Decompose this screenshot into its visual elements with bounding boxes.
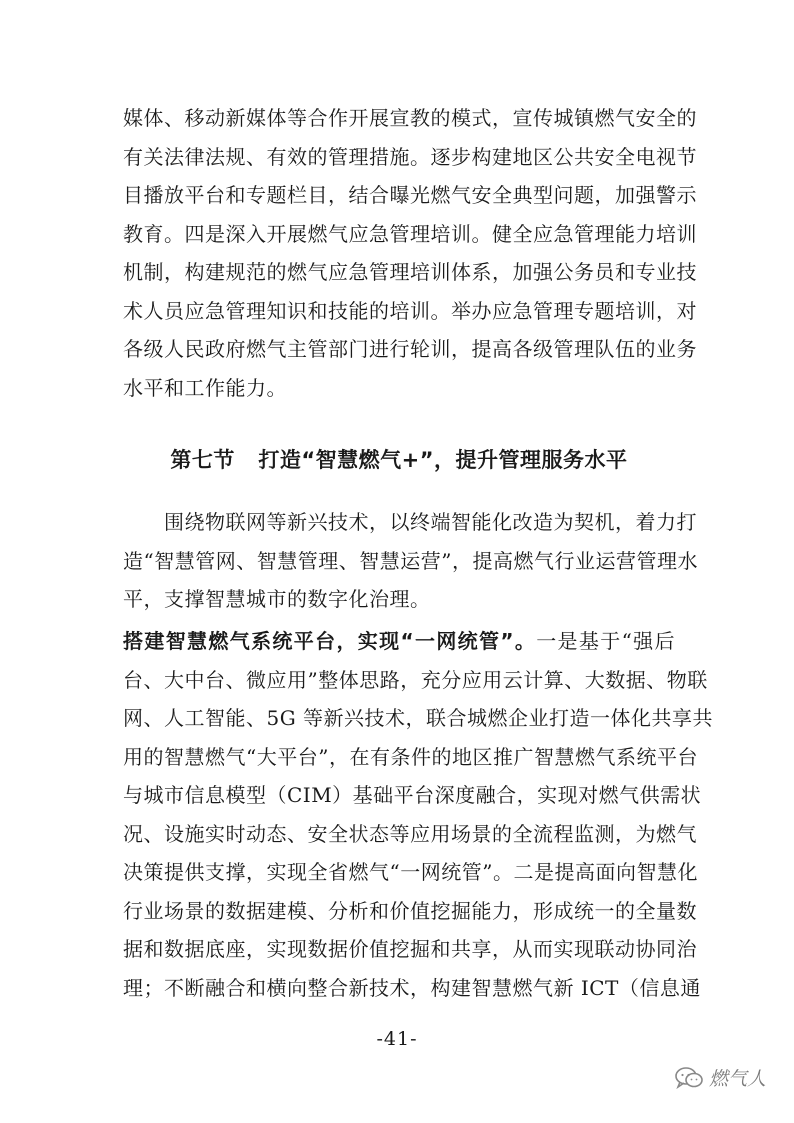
text-line: 各级人民政府燃气主管部门进行轮训，提高各级管理队伍的业务 xyxy=(123,337,697,361)
text-line: 机制，构建规范的燃气应急管理培训体系，加强公务员和专业技 xyxy=(123,260,697,284)
text-line: 理；不断融合和横向整合新技术，构建智慧燃气新 ICT（信息通 xyxy=(123,975,701,1000)
text-line: 网、人工智能、5G 等新兴技术，联合城燃企业打造一体化共享共 xyxy=(123,706,714,730)
watermark xyxy=(675,1064,766,1091)
text-line: 与城市信息模型（CIM）基础平台深度融合，实现对燃气供需状 xyxy=(123,783,702,807)
text-line: 行业场景的数据建模、分析和价值挖掘能力，形成统一的全量数 xyxy=(123,898,697,923)
paragraph-intro xyxy=(123,503,698,619)
text-line: 目播放平台和专题栏目，结合曝光燃气安全典型问题，加强警示 xyxy=(123,183,697,207)
text-line: 平，支撑智慧城市的数字化治理。 xyxy=(123,587,431,611)
paragraph-continuation xyxy=(123,99,697,407)
lead-rest-text: 一是基于“强后 xyxy=(536,629,675,653)
wechat-icon xyxy=(675,1067,703,1089)
text-line-first xyxy=(123,622,675,661)
paragraph-platform xyxy=(123,622,714,1007)
text-line: 媒体、移动新媒体等合作开展宣教的模式，宣传城镇燃气安全的 xyxy=(123,106,697,130)
text-line: 水平和工作能力。 xyxy=(123,375,287,400)
text-line: 据和数据底座，实现数据价值挖掘和共享，从而实现联动协同治 xyxy=(123,937,697,961)
section-heading: 第七节 打造“智慧燃气+”，提升管理服务水平 xyxy=(170,448,628,472)
text-line: 况、设施实时动态、安全状态等应用场景的全流程监测，为燃气 xyxy=(123,821,697,846)
text-line: 教育。四是深入开展燃气应急管理培训。健全应急管理能力培训 xyxy=(123,221,697,246)
text-line: 术人员应急管理知识和技能的培训。举办应急管理专题培训，对 xyxy=(123,298,697,323)
text-line: 台、大中台、微应用”整体思路，充分应用云计算、大数据、物联 xyxy=(123,667,708,692)
text-line: 围绕物联网等新兴技术，以终端智能化改造为契机，着力打 xyxy=(123,510,697,534)
text-line: 用的智慧燃气“大平台”，在有条件的地区推广智慧燃气系统平台 xyxy=(123,744,698,769)
text-line: 有关法律法规、有效的管理措施。逐步构建地区公共安全电视节 xyxy=(123,144,697,169)
page-number: -41- xyxy=(376,1028,418,1050)
text-line: 造“智慧管网、智慧管理、智慧运营”，提高燃气行业运营管理水 xyxy=(123,548,698,573)
watermark-text: 燃气人 xyxy=(708,1068,766,1090)
text-line: 决策提供支撑，实现全省燃气“一网统管”。二是提高面向智慧化 xyxy=(123,860,698,884)
bold-lead-text: 搭建智慧燃气系统平台，实现“一网统管”。 xyxy=(123,629,537,653)
